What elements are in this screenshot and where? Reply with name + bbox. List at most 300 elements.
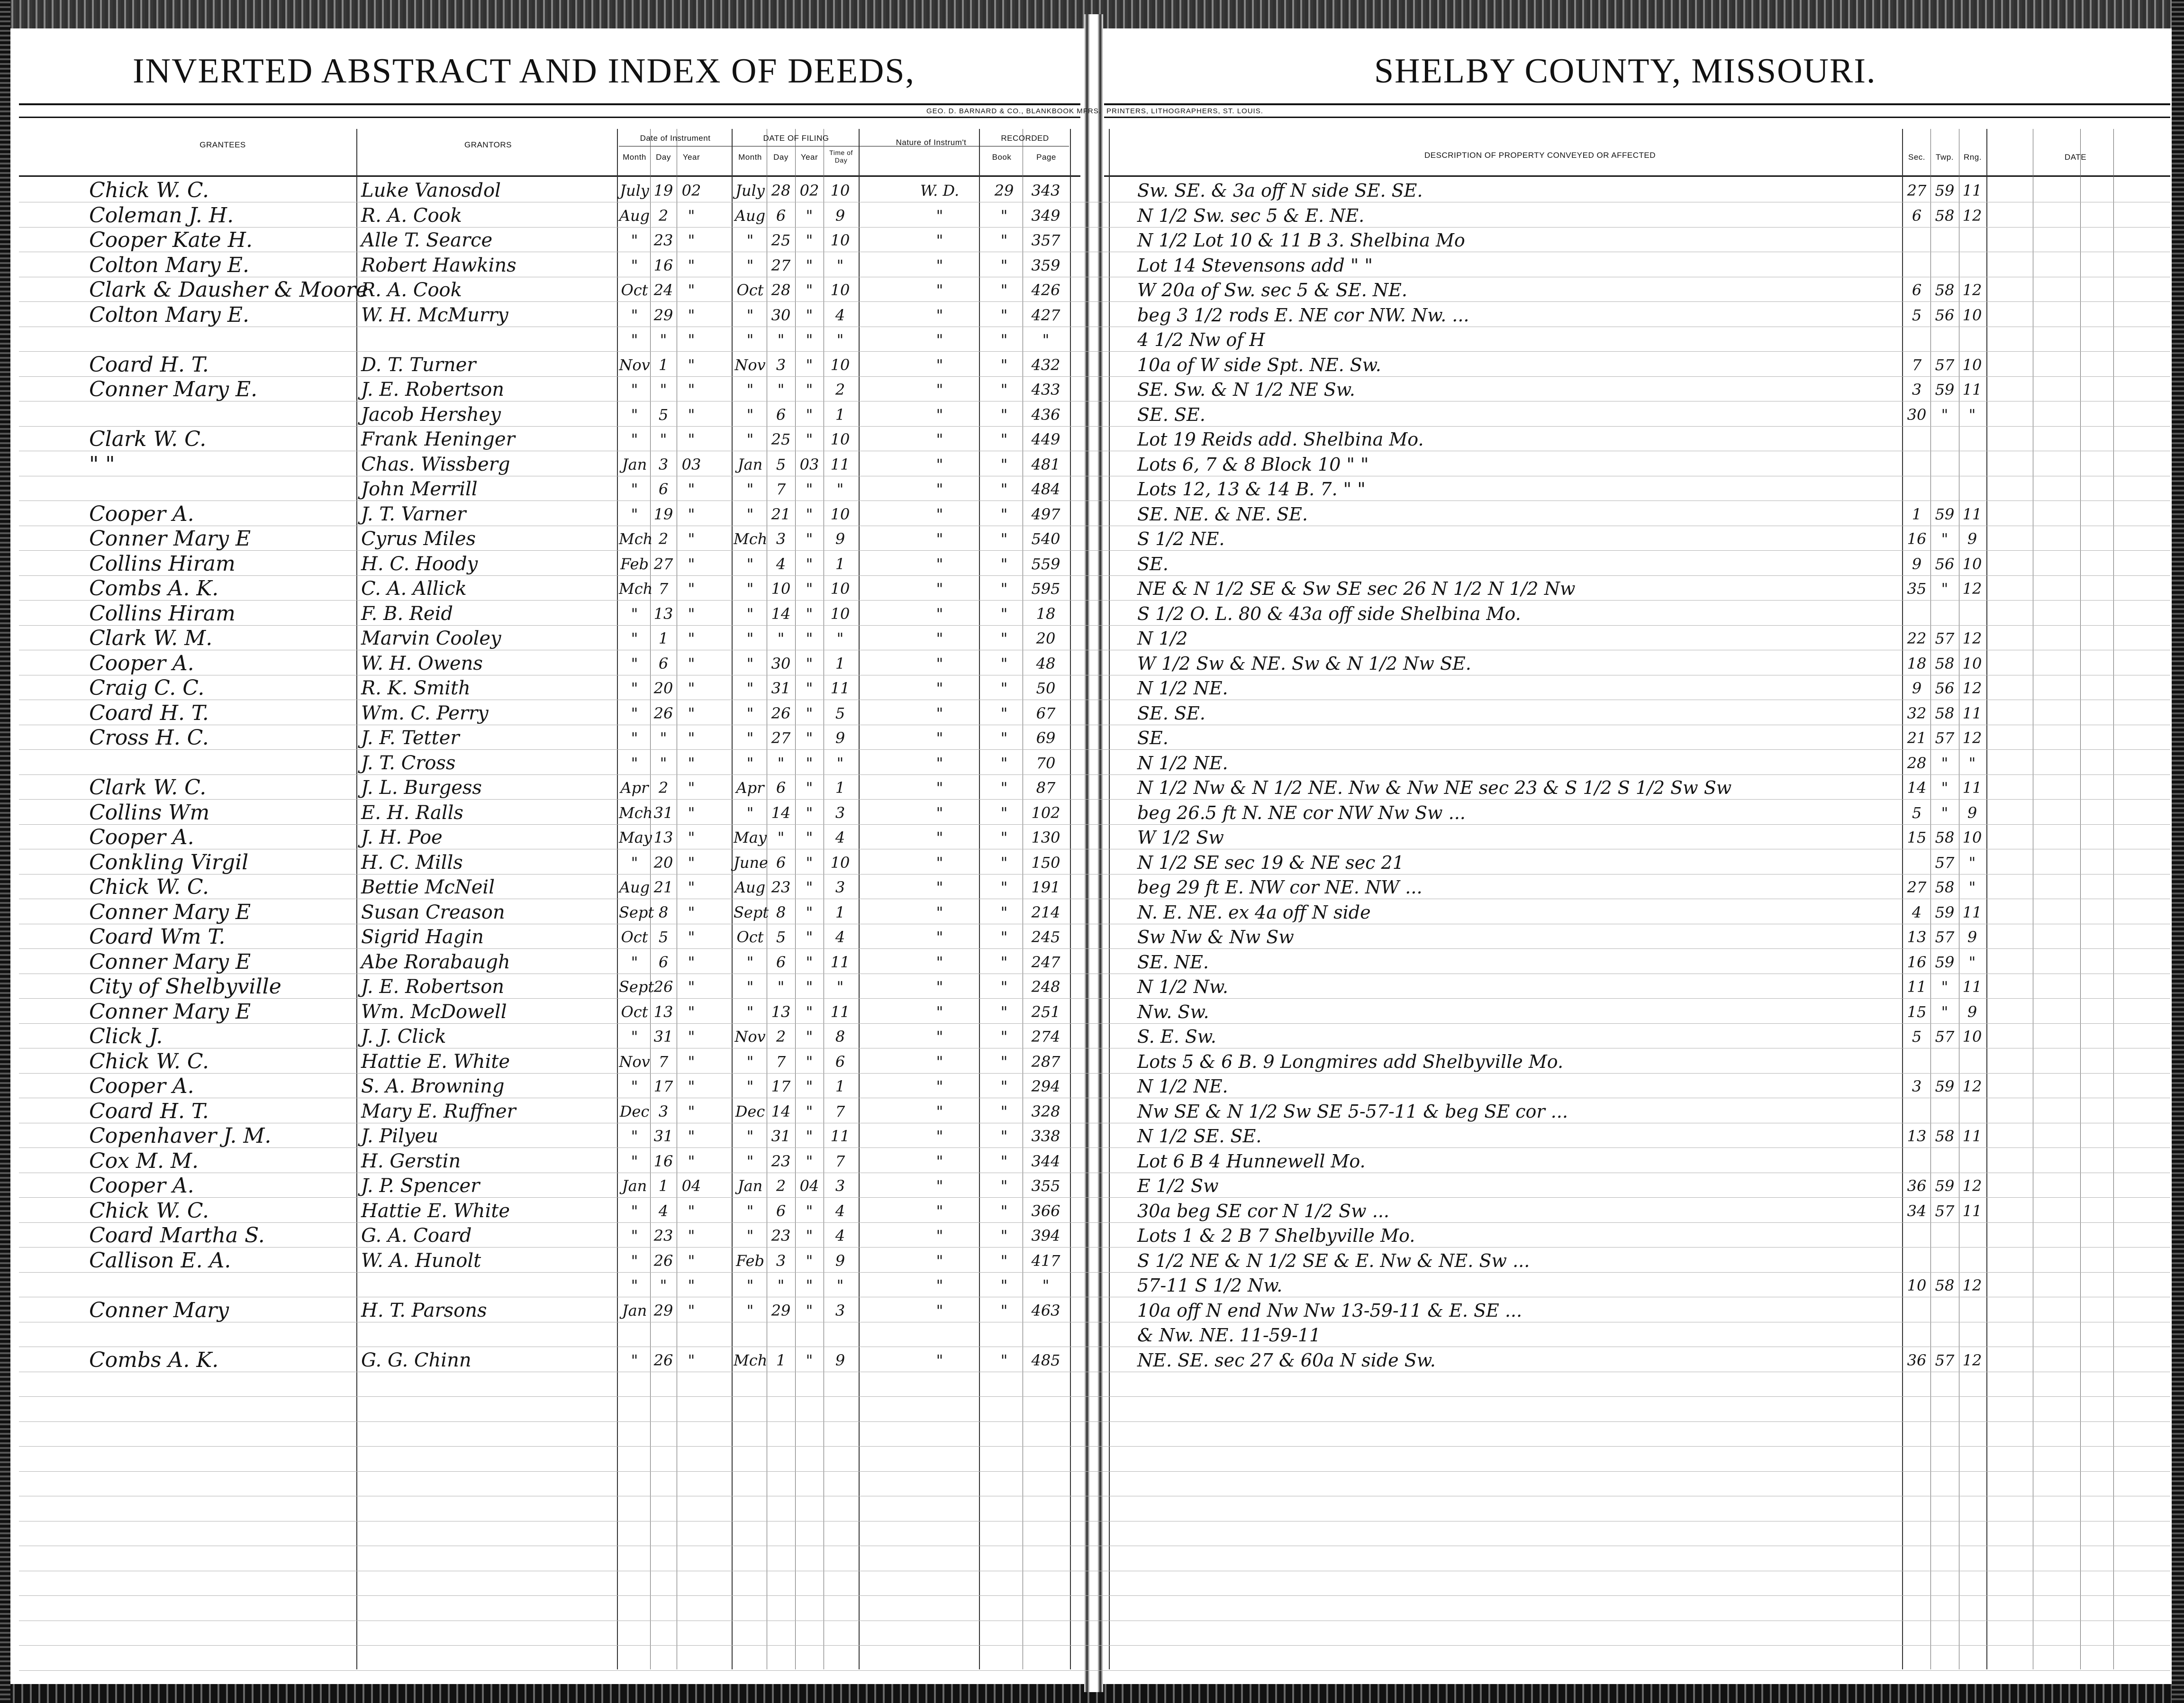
instrument-day-cell: 3 — [658, 1102, 669, 1120]
filing-day-cell: 17 — [771, 1077, 791, 1095]
page-cell: 245 — [1031, 928, 1060, 946]
grantor-cell: J. L. Burgess — [361, 777, 482, 799]
ledger-row — [0, 527, 2184, 551]
instrument-month-cell: " — [631, 331, 638, 349]
instrument-day-cell: 7 — [658, 1053, 669, 1071]
township-cell: " — [1941, 1003, 1948, 1021]
filing-day-cell: " — [777, 754, 785, 772]
grantee-cell: Conner Mary E — [89, 527, 251, 551]
range-cell: 12 — [1962, 1177, 1982, 1195]
page-cell: " — [1042, 331, 1050, 349]
description-cell: SE. SE. — [1137, 703, 1205, 724]
header-time-of-day: Time of Day — [829, 149, 853, 164]
filing-year-cell: " — [806, 256, 813, 274]
nature-of-instrument-cell: " — [936, 903, 943, 921]
range-cell: 10 — [1962, 655, 1982, 673]
description-cell: 10a of W side Spt. NE. Sw. — [1137, 355, 1381, 375]
instrument-day-cell: 19 — [653, 182, 673, 200]
time-of-day-cell: 9 — [835, 1351, 845, 1369]
filing-day-cell: 6 — [776, 406, 786, 424]
description-cell: Lots 1 & 2 B 7 Shelbyville Mo. — [1137, 1225, 1415, 1246]
page-cell: 394 — [1031, 1227, 1060, 1245]
township-cell: 59 — [1935, 903, 1955, 921]
nature-of-instrument-cell: " — [936, 356, 943, 374]
filing-year-cell: " — [806, 1127, 813, 1145]
book-cell: " — [1000, 1028, 1008, 1046]
grantor-cell: Luke Vanosdol — [361, 180, 501, 201]
filing-day-cell: 28 — [771, 182, 791, 200]
nature-of-instrument-cell: " — [936, 406, 943, 424]
ledger-row — [0, 253, 2184, 278]
instrument-month-cell: " — [631, 655, 638, 673]
filing-day-cell: 2 — [776, 1028, 786, 1046]
nature-of-instrument-cell: " — [936, 256, 943, 274]
township-cell: 57 — [1935, 356, 1955, 374]
filing-month-cell: Sept — [734, 903, 769, 921]
instrument-month-cell: " — [631, 754, 638, 772]
instrument-year-cell: " — [688, 1351, 695, 1369]
filing-day-cell: 27 — [771, 256, 791, 274]
description-cell: SE. — [1137, 554, 1169, 574]
grantee-cell: Chick W. C. — [89, 875, 209, 899]
filing-month-cell: " — [746, 679, 754, 697]
time-of-day-cell: 10 — [830, 580, 850, 598]
range-cell: 9 — [1967, 1003, 1977, 1021]
title-rule-right-1 — [1104, 103, 2170, 105]
instrument-year-cell: " — [688, 281, 695, 299]
filing-day-cell: 27 — [771, 729, 791, 747]
book-cell: " — [1000, 605, 1008, 623]
header-description: DESCRIPTION OF PROPERTY CONVEYED OR AFFECTED — [1424, 151, 1656, 160]
ledger-row — [0, 1248, 2184, 1273]
filing-day-cell: " — [777, 1276, 785, 1294]
book-cell: " — [1000, 1053, 1008, 1071]
filing-year-cell: " — [806, 480, 813, 498]
nature-of-instrument-cell: " — [936, 953, 943, 971]
filing-day-cell: 25 — [771, 231, 791, 249]
filing-month-cell: " — [746, 381, 754, 399]
instrument-year-cell: " — [688, 829, 695, 847]
ruled-line — [19, 1595, 2170, 1596]
grantee-cell: Combs A. K. — [89, 1348, 219, 1372]
description-cell: beg 26.5 ft N. NE cor NW Nw Sw ... — [1137, 802, 1466, 823]
grantor-cell: J. H. Poe — [361, 827, 443, 848]
township-cell: 57 — [1935, 1202, 1955, 1220]
page-cell: 432 — [1031, 356, 1060, 374]
instrument-year-cell: " — [688, 978, 695, 996]
ledger-row — [0, 825, 2184, 850]
instrument-day-cell: 20 — [653, 679, 673, 697]
grantor-cell: Abe Rorabaugh — [361, 951, 510, 973]
nature-of-instrument-cell: " — [936, 1152, 943, 1170]
filing-day-cell: 21 — [771, 505, 791, 523]
time-of-day-cell: " — [836, 754, 844, 772]
filing-month-cell: " — [746, 754, 754, 772]
grantor-cell: Alle T. Searce — [361, 229, 493, 251]
filing-month-cell: " — [746, 1053, 754, 1071]
time-of-day-cell: 11 — [830, 1127, 850, 1145]
instrument-month-cell: " — [631, 1202, 638, 1220]
title-rule-right-2 — [1104, 117, 2170, 118]
filing-day-cell: 6 — [776, 1202, 786, 1220]
header-sec: Sec. — [1908, 153, 1926, 162]
grantee-cell: Cooper Kate H. — [89, 228, 253, 252]
filing-day-cell: 23 — [771, 878, 791, 896]
grantor-cell: S. A. Browning — [361, 1075, 505, 1097]
township-cell: 56 — [1935, 555, 1955, 573]
filing-year-cell: " — [806, 978, 813, 996]
section-cell: 9 — [1912, 679, 1922, 697]
instrument-year-cell: " — [688, 1152, 695, 1170]
instrument-month-cell: " — [631, 629, 638, 647]
instrument-day-cell: 6 — [658, 655, 669, 673]
grantor-cell: F. B. Reid — [361, 603, 453, 625]
grantee-cell: Coard H. T. — [89, 353, 209, 377]
book-cell: " — [1000, 804, 1008, 822]
ledger-row — [0, 875, 2184, 900]
instrument-year-cell: " — [688, 530, 695, 548]
time-of-day-cell: 10 — [830, 430, 850, 448]
book-cell: " — [1000, 555, 1008, 573]
grantee-cell: Coard H. T. — [89, 1099, 209, 1123]
ledger-row — [0, 353, 2184, 377]
header-bottom-rule-left — [19, 175, 1080, 177]
ledger-row — [0, 1174, 2184, 1198]
time-of-day-cell: 4 — [835, 1202, 845, 1220]
range-cell: 10 — [1962, 1028, 1982, 1046]
section-cell: 36 — [1907, 1351, 1927, 1369]
grantor-cell: R. K. Smith — [361, 677, 471, 699]
township-cell: 57 — [1935, 854, 1955, 872]
filing-day-cell: " — [777, 331, 785, 349]
header-date-of-filing: DATE OF FILING — [763, 134, 829, 143]
nature-of-instrument-cell: " — [936, 804, 943, 822]
filing-year-cell: " — [806, 281, 813, 299]
page-cell: 481 — [1031, 455, 1060, 474]
book-cell: " — [1000, 779, 1008, 797]
filing-year-cell: " — [806, 231, 813, 249]
filing-day-cell: 14 — [771, 605, 791, 623]
description-cell: & Nw. NE. 11-59-11 — [1137, 1325, 1321, 1346]
time-of-day-cell: 11 — [830, 455, 850, 474]
description-cell: Lot 19 Reids add. Shelbina Mo. — [1137, 429, 1424, 450]
description-cell: W 1/2 Sw & NE. Sw & N 1/2 Nw SE. — [1137, 653, 1471, 674]
filing-month-cell: " — [746, 1127, 754, 1145]
page-cell: 449 — [1031, 430, 1060, 448]
instrument-month-cell: Dec — [619, 1102, 650, 1120]
time-of-day-cell: 11 — [830, 953, 850, 971]
page-cell: 214 — [1031, 903, 1060, 921]
ledger-row — [0, 950, 2184, 974]
instrument-month-cell: " — [631, 406, 638, 424]
grantor-cell: J. T. Cross — [361, 752, 456, 774]
filing-day-cell: 6 — [776, 854, 786, 872]
section-cell: 11 — [1907, 978, 1927, 996]
grantee-cell: Cox M. M. — [89, 1149, 199, 1173]
book-cell: " — [1000, 1351, 1008, 1369]
ledger-row — [0, 626, 2184, 651]
page-cell: 191 — [1031, 878, 1060, 896]
header-date: DATE — [2064, 153, 2087, 162]
grantor-cell: Frank Heninger — [361, 428, 515, 450]
township-cell: 58 — [1935, 704, 1955, 722]
range-cell: 12 — [1962, 729, 1982, 747]
nature-of-instrument-cell: " — [936, 829, 943, 847]
ledger-row — [0, 801, 2184, 825]
filing-month-cell: " — [746, 256, 754, 274]
time-of-day-cell: " — [836, 256, 844, 274]
township-cell: 57 — [1935, 729, 1955, 747]
section-cell: 6 — [1912, 207, 1922, 225]
instrument-month-cell: " — [631, 605, 638, 623]
instrument-year-cell: " — [688, 804, 695, 822]
grantor-cell: Hattie E. White — [361, 1200, 510, 1222]
grantee-cell: " " — [89, 452, 115, 476]
filing-year-cell: " — [806, 779, 813, 797]
grantee-cell: Coleman J. H. — [89, 203, 234, 228]
filing-day-cell: 10 — [771, 580, 791, 598]
filing-month-cell: Nov — [734, 356, 766, 374]
time-of-day-cell: " — [836, 480, 844, 498]
time-of-day-cell: 3 — [835, 804, 845, 822]
grantor-cell: D. T. Turner — [361, 354, 476, 376]
instrument-day-cell: 13 — [653, 1003, 673, 1021]
range-cell: 11 — [1962, 1202, 1982, 1220]
range-cell: 9 — [1967, 530, 1977, 548]
ledger-row — [0, 502, 2184, 527]
range-cell: " — [1968, 406, 1976, 424]
time-of-day-cell: 4 — [835, 829, 845, 847]
grantee-cell: Coard Martha S. — [89, 1223, 265, 1248]
page-cell: 559 — [1031, 555, 1060, 573]
description-cell: Lots 5 & 6 B. 9 Longmires add Shelbyville Mo. — [1137, 1051, 1564, 1072]
description-cell: Nw SE & N 1/2 Sw SE 5-57-11 & beg SE cor ... — [1137, 1101, 1568, 1122]
instrument-month-cell: Apr — [620, 779, 649, 797]
section-cell: 35 — [1907, 580, 1927, 598]
range-cell: 11 — [1962, 1127, 1982, 1145]
page-cell: 436 — [1031, 406, 1060, 424]
page-cell: 433 — [1031, 381, 1060, 399]
description-cell: N 1/2 Nw & N 1/2 NE. Nw & Nw NE sec 23 & S 1/2 S 1/2 Sw Sw — [1137, 777, 1732, 798]
range-cell: 11 — [1962, 779, 1982, 797]
instrument-year-cell: " — [688, 555, 695, 573]
instrument-day-cell: 21 — [653, 878, 673, 896]
grantor-cell: Jacob Hershey — [361, 404, 501, 426]
instrument-day-cell: 16 — [653, 256, 673, 274]
instrument-day-cell: 1 — [658, 1177, 669, 1195]
instrument-year-cell: " — [688, 1202, 695, 1220]
time-of-day-cell: 5 — [835, 704, 845, 722]
township-cell: 56 — [1935, 679, 1955, 697]
nature-of-instrument-cell: " — [936, 629, 943, 647]
grantee-cell: Craig C. C. — [89, 676, 205, 700]
section-cell: 34 — [1907, 1202, 1927, 1220]
book-cell: " — [1000, 655, 1008, 673]
instrument-day-cell: 2 — [658, 779, 669, 797]
instrument-year-cell: " — [688, 505, 695, 523]
instrument-year-cell: " — [688, 256, 695, 274]
range-cell: " — [1968, 854, 1976, 872]
instrument-month-cell: Oct — [621, 928, 648, 946]
book-cell: " — [1000, 356, 1008, 374]
header-page: Page — [1036, 153, 1056, 162]
instrument-year-cell: " — [688, 580, 695, 598]
filing-year-cell: " — [806, 1276, 813, 1294]
ledger-row — [0, 651, 2184, 676]
township-cell: 57 — [1935, 1351, 1955, 1369]
description-cell: Lots 12, 13 & 14 B. 7. " " — [1137, 479, 1366, 500]
ledger-row — [0, 1024, 2184, 1049]
nature-of-instrument-cell: " — [936, 854, 943, 872]
grantor-cell: Robert Hawkins — [361, 255, 517, 276]
ledger-row — [0, 477, 2184, 501]
grantor-cell: J. E. Robertson — [361, 379, 505, 401]
filing-day-cell: 31 — [771, 1127, 791, 1145]
range-cell: 12 — [1962, 1351, 1982, 1369]
instrument-year-cell: " — [688, 754, 695, 772]
header-instr-year: Year — [682, 153, 700, 162]
header-instr-day: Day — [656, 153, 671, 162]
grantee-cell: Cooper A. — [89, 825, 194, 849]
page-cell: 540 — [1031, 530, 1060, 548]
right-page-title: SHELBY COUNTY, MISSOURI. — [1374, 52, 1876, 91]
page-cell: 344 — [1031, 1152, 1060, 1170]
instrument-month-cell: " — [631, 1276, 638, 1294]
time-of-day-cell: 4 — [835, 306, 845, 324]
range-cell: 10 — [1962, 555, 1982, 573]
instrument-month-cell: " — [631, 854, 638, 872]
filing-day-cell: 23 — [771, 1152, 791, 1170]
filing-month-cell: " — [746, 1152, 754, 1170]
instrument-month-cell: Jan — [622, 1302, 647, 1320]
instrument-year-cell: " — [688, 655, 695, 673]
instrument-year-cell: " — [688, 854, 695, 872]
time-of-day-cell: 6 — [835, 1053, 845, 1071]
nature-of-instrument-cell: " — [936, 1102, 943, 1120]
instrument-day-cell: " — [660, 430, 667, 448]
instrument-year-cell: 03 — [681, 455, 701, 474]
filing-year-cell: " — [806, 1302, 813, 1320]
ledger-row — [0, 726, 2184, 750]
nature-of-instrument-cell: " — [936, 555, 943, 573]
nature-of-instrument-cell: " — [936, 207, 943, 225]
book-cell: " — [1000, 381, 1008, 399]
nature-of-instrument-cell: " — [936, 1302, 943, 1320]
filing-year-cell: " — [806, 207, 813, 225]
instrument-month-cell: " — [631, 679, 638, 697]
instrument-year-cell: " — [688, 679, 695, 697]
grantee-cell: Copenhaver J. M. — [89, 1124, 272, 1148]
nature-of-instrument-cell: " — [936, 580, 943, 598]
ledger-row — [0, 1124, 2184, 1148]
filing-year-cell: " — [806, 530, 813, 548]
section-cell: 28 — [1907, 754, 1927, 772]
book-cell: " — [1000, 207, 1008, 225]
township-cell: 58 — [1935, 829, 1955, 847]
instrument-day-cell: 23 — [653, 231, 673, 249]
instrument-year-cell: " — [688, 406, 695, 424]
header-filing-day: Day — [773, 153, 788, 162]
grantor-cell: R. A. Cook — [361, 279, 462, 301]
description-cell: N 1/2 Lot 10 & 11 B 3. Shelbina Mo — [1137, 230, 1465, 251]
description-cell: N 1/2 — [1137, 628, 1188, 649]
section-cell: 6 — [1912, 281, 1922, 299]
description-cell: S. E. Sw. — [1137, 1026, 1216, 1047]
section-cell: 22 — [1907, 629, 1927, 647]
grantor-cell: H. C. Hoody — [361, 553, 478, 575]
filing-month-cell: " — [746, 655, 754, 673]
page-cell: 357 — [1031, 231, 1060, 249]
nature-of-instrument-cell: " — [936, 1276, 943, 1294]
filing-year-cell: " — [806, 655, 813, 673]
time-of-day-cell: " — [836, 331, 844, 349]
ledger-row — [0, 676, 2184, 701]
instrument-day-cell: " — [660, 754, 667, 772]
grantor-cell: J. F. Tetter — [361, 727, 460, 749]
header-recorded: RECORDED — [1001, 134, 1049, 143]
grantee-cell: Cooper A. — [89, 651, 194, 675]
page-cell: 343 — [1031, 182, 1060, 200]
instrument-year-cell: " — [688, 480, 695, 498]
grantor-cell: J. J. Click — [361, 1026, 446, 1047]
instrument-day-cell: 16 — [653, 1152, 673, 1170]
instrument-month-cell: Mch — [619, 580, 653, 598]
grantor-cell: Chas. Wissberg — [361, 454, 510, 475]
grantee-cell: Coard H. T. — [89, 701, 209, 725]
book-cell: " — [1000, 231, 1008, 249]
instrument-day-cell: 29 — [653, 306, 673, 324]
right-printer-imprint: PRINTERS, LITHOGRAPHERS, ST. LOUIS. — [1106, 107, 1263, 115]
township-cell: " — [1941, 580, 1948, 598]
time-of-day-cell: 1 — [835, 406, 845, 424]
grantor-cell: W. H. Owens — [361, 653, 483, 674]
filing-month-cell: " — [746, 1302, 754, 1320]
grantee-cell: Clark W. C. — [89, 427, 207, 451]
ledger-row — [0, 751, 2184, 775]
filing-year-cell: " — [806, 829, 813, 847]
book-cell: " — [1000, 704, 1008, 722]
book-cell: " — [1000, 829, 1008, 847]
grantor-cell: J. Pilyeu — [361, 1125, 438, 1147]
range-cell: 11 — [1962, 903, 1982, 921]
filing-year-cell: " — [806, 381, 813, 399]
time-of-day-cell: 10 — [830, 605, 850, 623]
ledger-row — [0, 900, 2184, 925]
description-cell: N 1/2 NE. — [1137, 1076, 1228, 1097]
time-of-day-cell: 1 — [835, 555, 845, 573]
filing-day-cell: 30 — [771, 306, 791, 324]
description-cell: SE. — [1137, 728, 1169, 748]
grantor-cell: Hattie E. White — [361, 1051, 510, 1073]
instrument-year-cell: " — [688, 629, 695, 647]
book-cell: " — [1000, 854, 1008, 872]
book-cell: " — [1000, 629, 1008, 647]
nature-of-instrument-cell: " — [936, 1127, 943, 1145]
page-cell: 48 — [1036, 655, 1056, 673]
page-cell: 427 — [1031, 306, 1060, 324]
grantee-cell: Chick W. C. — [89, 1049, 209, 1074]
township-cell: 57 — [1935, 1028, 1955, 1046]
grantor-cell: Wm. C. Perry — [361, 702, 489, 724]
time-of-day-cell: 3 — [835, 878, 845, 896]
filing-day-cell: 3 — [776, 356, 786, 374]
time-of-day-cell: 2 — [835, 381, 845, 399]
filing-year-cell: " — [806, 953, 813, 971]
description-cell: 57-11 S 1/2 Nw. — [1137, 1275, 1283, 1296]
book-cell: " — [1000, 978, 1008, 996]
filing-year-cell: 02 — [799, 182, 819, 200]
description-cell: S 1/2 O. L. 80 & 43a off side Shelbina Mo. — [1137, 603, 1521, 624]
